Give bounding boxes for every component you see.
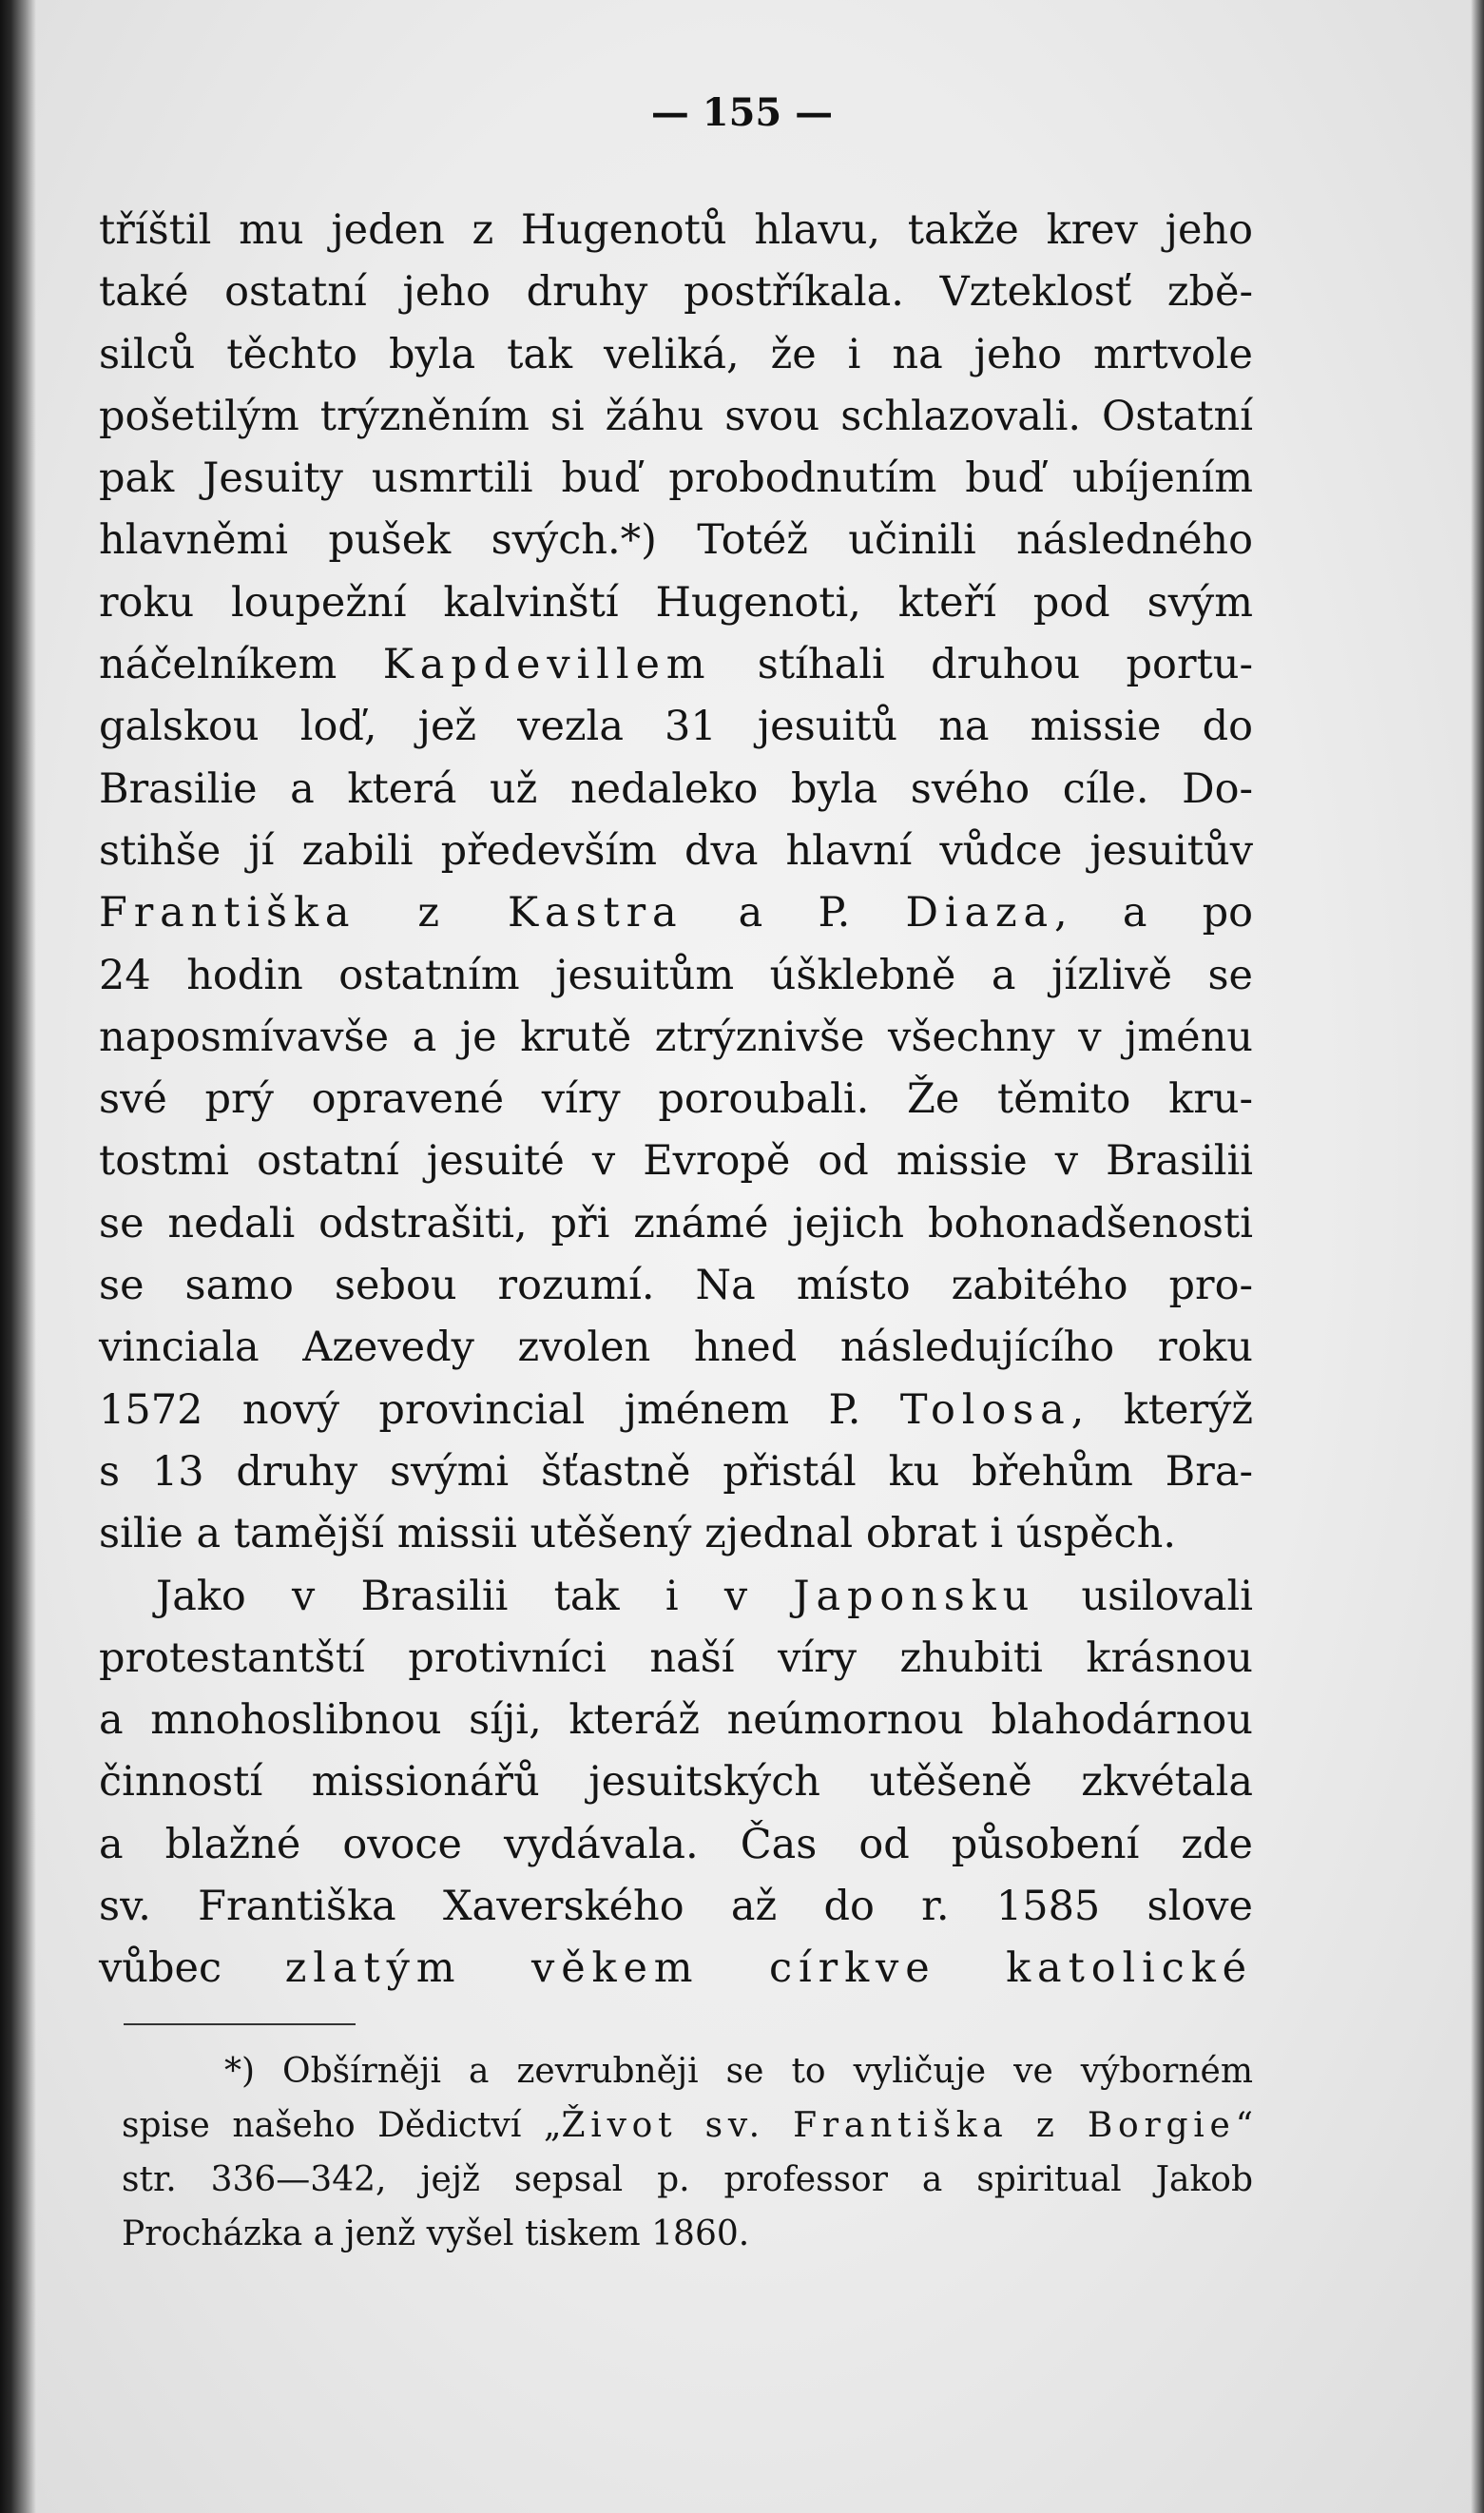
footnote-line: Procházka a jenž vyšel tiskem 1860. — [122, 2214, 750, 2253]
text-line: pak Jesuity usmrtili buď probodnutím buď ubíjením — [99, 454, 1253, 503]
text-segment: stíhali druhou portu- — [711, 641, 1253, 689]
page-edge-shadow — [1471, 0, 1484, 2513]
text-line: tostmi ostatní jesuité v Evropě od missie v Brasilii — [99, 1137, 1253, 1186]
text-line: a blažné ovoce vydávala. Čas od působení zde — [99, 1820, 1253, 1868]
page-number: — 155 — — [650, 90, 834, 135]
text-segment: náčelníkem — [99, 641, 383, 689]
text-line — [99, 634, 1253, 696]
text-line: silců těchto byla tak veliká, že i na jeho mrtvole — [99, 330, 1253, 378]
emphasized-name: Tolosa — [899, 1385, 1071, 1434]
emphasized-name: Kapdevillem — [382, 641, 712, 689]
text-line: stihše jí zabili především dva hlavní vůdce jesuitův — [99, 826, 1253, 875]
text-line: protestantští protivníci naší víry zhubiti krásnou — [99, 1633, 1253, 1682]
footnote-line: str. 336—342, jejž sepsal p. professor a spiritual Jakob — [122, 2160, 1253, 2199]
text-line: sv. Františka Xaverského až do r. 1585 slove — [99, 1883, 1253, 1931]
text-line: silie a tamější missii utěšený zjednal obrat i úspěch. — [99, 1510, 1176, 1558]
text-segment: vůbec — [99, 1944, 285, 1993]
text-segment: spise našeho Dědictví „ — [122, 2106, 562, 2145]
footnote-line — [122, 2098, 1253, 2153]
text-line: s 13 druhy svými šťastně přistál ku břehům Bra- — [99, 1447, 1253, 1496]
text-line: Brasilie a která už nedaleko byla svého cíle. Do- — [99, 764, 1253, 813]
text-line: také ostatní jeho druhy postříkala. Vzteklosť zbě- — [99, 268, 1253, 317]
emphasized-title: Život sv. Františka z Borgie — [561, 2106, 1236, 2145]
text-line: 24 hodin ostatním jesuitům úšklebně a jízlivě se — [99, 951, 1253, 999]
emphasized-phrase: zlatým věkem církve katolické — [284, 1944, 1253, 1993]
text-segment: , a po — [1054, 889, 1253, 938]
main-text — [99, 200, 1253, 2001]
footnote-divider — [124, 2023, 356, 2025]
emphasized-name: Diaza — [905, 889, 1055, 938]
text-line: vinciala Azevedy zvolen hned následujícího roku — [99, 1324, 1253, 1372]
text-segment: Jako v Brasilii tak i v — [156, 1572, 794, 1620]
text-line: své prý opravené víry poroubali. Že těmito kru- — [99, 1075, 1253, 1124]
text-segment: a P. — [683, 889, 906, 938]
text-line: činností missionářů jesuitských utěšeně zkvétala — [99, 1758, 1253, 1807]
footnote-line: *) Obšírněji a zevrubněji se to vyličuje ve výborném — [224, 2052, 1253, 2091]
text-line: tříštil mu jeden z Hugenotů hlavu, takže krev jeho — [99, 206, 1253, 254]
text-segment: , kterýž — [1070, 1385, 1254, 1434]
emphasized-name: Františka z Kastra — [99, 889, 684, 938]
emphasized-name: Japonsku — [793, 1572, 1036, 1620]
text-line: roku loupežní kalvinští Hugenoti, kteří pod svým — [99, 578, 1253, 627]
text-line: hlavněmi pušek svých.*) Totéž učinili následného — [99, 516, 1253, 565]
text-line — [99, 1938, 1253, 2000]
text-line: pošetilým trýzněním si žáhu svou schlazovali. Ostatní — [99, 392, 1253, 440]
text-line: a mnohoslibnou síji, kteráž neúmornou blahodárnou — [99, 1696, 1253, 1745]
text-line: se samo sebou rozumí. Na místo zabitého pro- — [99, 1262, 1253, 1310]
text-line: galskou loď, jež vezla 31 jesuitů na missie do — [99, 703, 1253, 751]
text-segment: “ — [1235, 2106, 1253, 2145]
text-line — [99, 882, 1253, 944]
footnote — [122, 2044, 1253, 2261]
text-line — [99, 1566, 1253, 1628]
text-line: naposmívavše a je krutě ztrýznivše všechny v jménu — [99, 1013, 1253, 1061]
text-segment: 1572 nový provincial jménem P. — [99, 1385, 900, 1434]
text-segment: usilovali — [1035, 1572, 1253, 1620]
text-line: se nedali odstrašiti, při známé jejich bohonadšenosti — [99, 1199, 1253, 1247]
page-binding-shadow — [0, 0, 36, 2513]
text-line — [99, 1380, 1253, 1441]
